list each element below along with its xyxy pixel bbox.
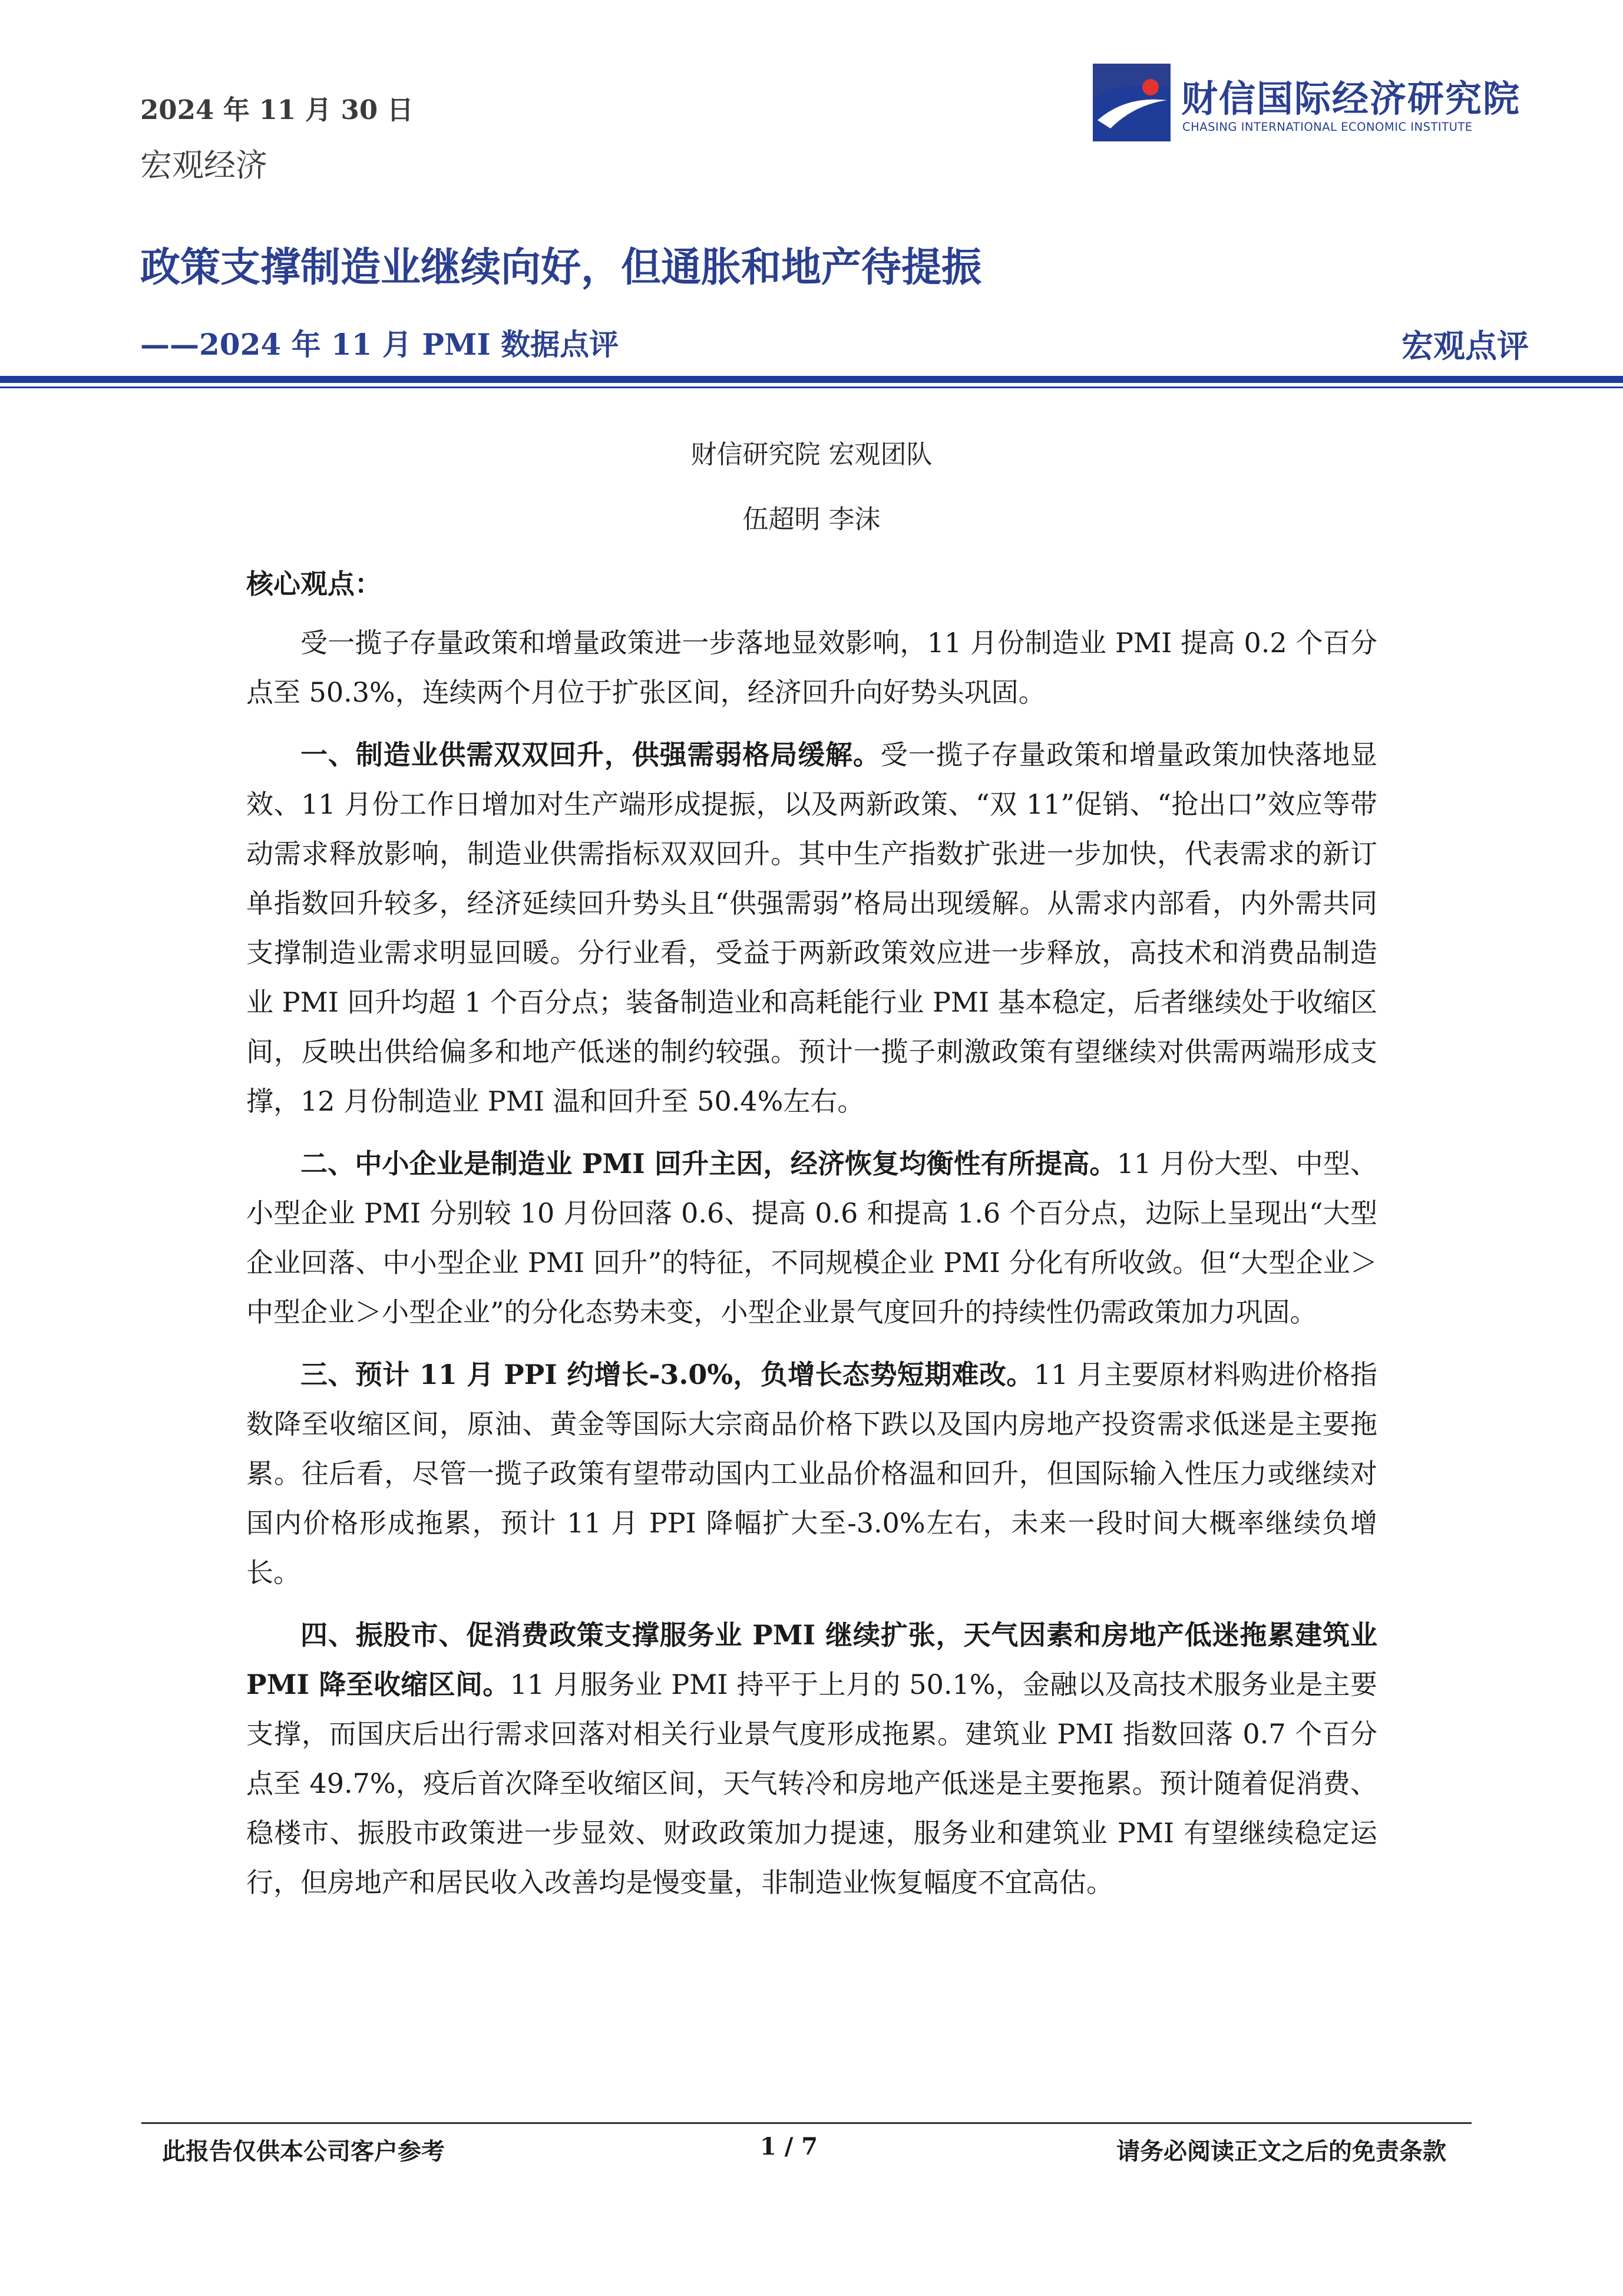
footer-divider (141, 2122, 1472, 2124)
summary-paragraph: 受一揽子存量政策和增量政策进一步落地显效影响，11 月份制造业 PMI 提高 0.2 个百分点至 50.3%，连续两个月位于扩张区间，经济回升向好势头巩固。 (246, 627, 1377, 708)
report-subtitle: ——2024 年 11 月 PMI 数据点评 (140, 327, 619, 362)
institute-name-cn: 财信国际经济研究院 (1181, 77, 1521, 120)
point-paragraph-1: 一、制造业供需双双回升，供强需弱格局缓解。受一揽子存量政策和增量政策加快落地显效、11 月份工作日增加对生产端形成提振，以及两新政策、“双 11”促销、“抢出口”效应等带动需求释放影响，制造业供需指标双双回升。其中生产指数扩张进一步加快，代表需求的新订单指数回升较多，经济延续回升势头且“供强需弱”格局出现缓解。从需求内部看，内外需共同支撑制造业需求明显回暖。分行业看，受益于两新政策效应进一步释放，高技术和消费品制造业 PMI 回升均超 1 个百分点；装备制造业和高耗能行业 PMI 基本稳定，后者继续处于收缩区间，反映出供给偏多和地产低迷的制约较强。预计一揽子刺激政策有望继续对供需两端形成支撑，12 月份制造业 PMI 温和回升至 50.4%左右。 (246, 739, 1378, 1117)
core-views-label: 核心观点： (246, 568, 382, 600)
footer-notice: 此报告仅供本公司客户参考 (162, 2138, 445, 2165)
report-body (246, 563, 1377, 1920)
footer-disclaimer: 请务必阅读正文之后的免责条款 (1116, 2138, 1446, 2165)
institute-emblem-icon (1093, 64, 1171, 141)
report-category: 宏观经济 (140, 147, 267, 184)
report-title: 政策支撑制造业继续向好，但通胀和地产待提振 (140, 244, 982, 291)
institute-name-en: CHASING INTERNATIONAL ECONOMIC INSTITUTE (1182, 120, 1473, 134)
report-date: 2024 年 11 月 30 日 (140, 94, 414, 125)
research-team: 财信研究院 宏观团队 (690, 440, 933, 470)
point-paragraph-3: 三、预计 11 月 PPI 约增长-3.0%，负增长态势短期难改。11 月主要原材料购进价格指数降至收缩区间，原油、黄金等国际大宗商品价格下跌以及国内房地产投资需求低迷是主要拖累。往后看，尽管一揽子政策有望带动国内工业品价格温和回升，但国际输入性压力或继续对国内价格形成拖累，预计 11 月 PPI 降幅扩大至-3.0%左右，未来一段时间大概率继续负增长。 (246, 1359, 1378, 1588)
page-number: 1 / 7 (760, 2133, 818, 2160)
point-paragraph-4: 四、振股市、促消费政策支撑服务业 PMI 继续扩张，天气因素和房地产低迷拖累建筑业 PMI 降至收缩区间。11 月服务业 PMI 持平于上月的 50.1%，金融以及高技术服务业是主要支撑，而国庆后出行需求回落对相关行业景气度形成拖累。建筑业 PMI 指数回落 0.7 个百分点至 49.7%，疫后首次降至收缩区间，天气转冷和房地产低迷是主要拖累。预计随着促消费、稳楼市、振股市政策进一步显效、财政政策加力提速，服务业和建筑业 PMI 有望继续稳定运行，但房地产和居民收入改善均是慢变量，非制造业恢复幅度不宜高估。 (246, 1619, 1378, 1898)
document-type: 宏观点评 (1401, 327, 1529, 365)
point-paragraph-2: 二、中小企业是制造业 PMI 回升主因，经济恢复均衡性有所提高。11 月份大型、中型、小型企业 PMI 分别较 10 月份回落 0.6、提高 0.6 和提高 1.6 个百分点，边际上呈现出“大型企业回落、中小型企业 PMI 回升”的特征，不同规模企业 PMI 分化有所收敛。但“大型企业＞中型企业＞小型企业”的分化态势未变，小型企业景气度回升的持续性仍需政策加力巩固。 (246, 1148, 1377, 1328)
authors: 伍超明 李沫 (742, 504, 881, 534)
institute-logo (1093, 64, 1521, 146)
header-divider-thin (0, 386, 1623, 388)
header-divider-thick (0, 376, 1623, 383)
